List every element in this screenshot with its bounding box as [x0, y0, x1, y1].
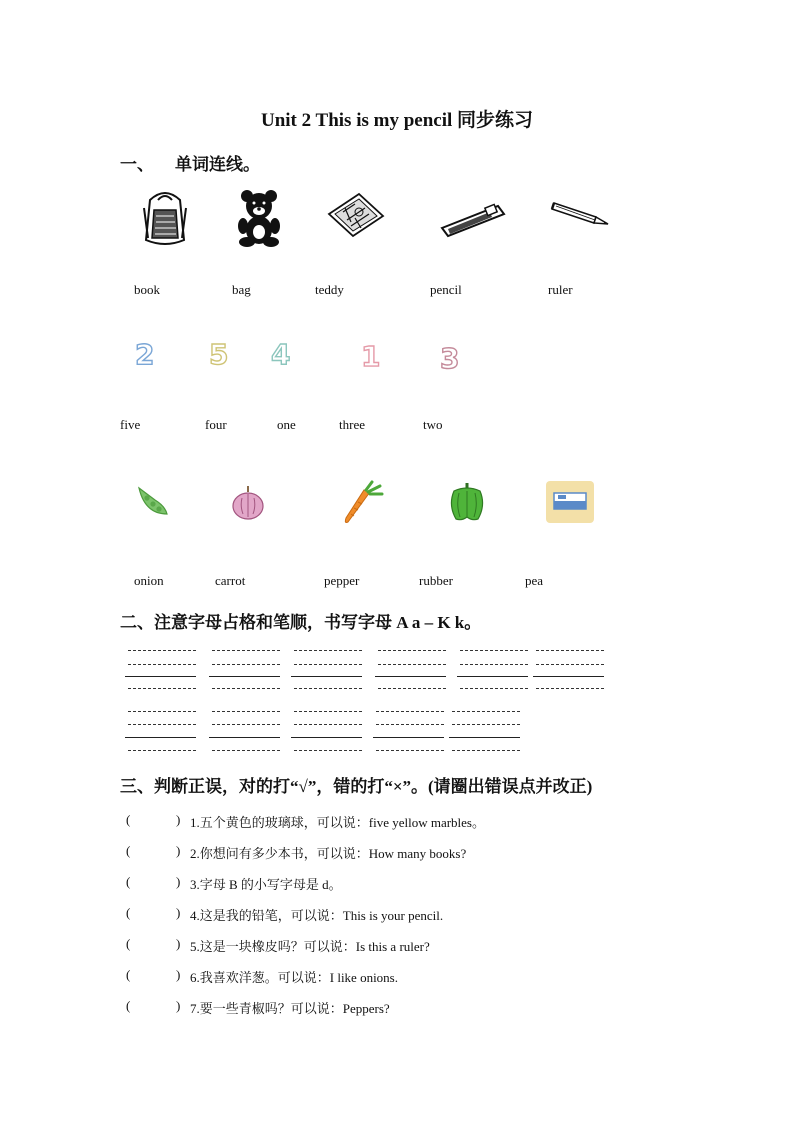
- pencil-case-icon: [440, 200, 506, 240]
- word-teddy: teddy: [315, 282, 344, 297]
- digit-5-icon: 5: [209, 338, 229, 371]
- word-pea: pea: [525, 573, 544, 588]
- teddy-bear-icon: [233, 188, 285, 248]
- pea-pod-icon: [135, 484, 171, 520]
- word-book: book: [134, 282, 160, 297]
- answer-paren-close: ): [176, 874, 181, 889]
- answer-paren-open: (: [126, 843, 131, 858]
- carrot-icon: [340, 480, 386, 526]
- word-one: one: [277, 417, 296, 432]
- section3-heading: 三、判断正误，对的打“√”，错的打“×”。(请圈出错误点并改正): [120, 777, 593, 796]
- section1-heading: 单词连线。: [175, 155, 260, 174]
- pencil-box-icon: [325, 190, 385, 240]
- word-pencil: pencil: [430, 282, 462, 297]
- statement-5: 5.这是一块橡皮吗？可以说：Is this a ruler?: [190, 939, 430, 954]
- onion-icon: [230, 484, 266, 522]
- statement-2: 2.你想问有多少本书，可以说：How many books?: [190, 846, 467, 861]
- answer-paren-open: (: [126, 812, 131, 827]
- word-five: five: [120, 417, 141, 432]
- answer-paren-close: ): [176, 936, 181, 951]
- pencil-icon: [550, 197, 610, 229]
- word-four: four: [205, 417, 227, 432]
- statement-6: 6.我喜欢洋葱。可以说：I like onions.: [190, 970, 398, 985]
- statement-1: 1.五个黄色的玻璃球，可以说：five yellow marbles。: [190, 815, 485, 830]
- answer-paren-open: (: [126, 936, 131, 951]
- word-rubber: rubber: [419, 573, 453, 588]
- answer-paren-close: ): [176, 998, 181, 1013]
- word-two: two: [423, 417, 443, 432]
- backpack-icon: [140, 188, 190, 248]
- answer-paren-close: ): [176, 843, 181, 858]
- statement-3: 3.字母 B 的小写字母是 d。: [190, 877, 342, 892]
- word-bag: bag: [232, 282, 251, 297]
- answer-paren-close: ): [176, 905, 181, 920]
- answer-paren-close: ): [176, 967, 181, 982]
- answer-paren-open: (: [126, 998, 131, 1013]
- word-onion: onion: [134, 573, 164, 588]
- statement-4: 4.这是我的铅笔，可以说：This is your pencil.: [190, 908, 444, 923]
- digit-1-icon: 1: [361, 340, 381, 373]
- digit-3-icon: 3: [440, 342, 460, 375]
- answer-paren-open: (: [126, 905, 131, 920]
- page-title: Unit 2 This is my pencil 同步练习: [260, 110, 534, 131]
- section2-heading: 二、注意字母占格和笔顺，书写字母 A a – K k。: [120, 613, 482, 632]
- answer-paren-open: (: [126, 874, 131, 889]
- eraser-icon: [546, 481, 594, 523]
- answer-paren-open: (: [126, 967, 131, 982]
- word-pepper: pepper: [324, 573, 360, 588]
- word-carrot: carrot: [215, 573, 246, 588]
- statement-7: 7.要一些青椒吗？可以说：Peppers?: [190, 1001, 390, 1016]
- digit-2-icon: 2: [135, 338, 155, 371]
- answer-paren-close: ): [176, 812, 181, 827]
- section1-heading-number: 一、: [120, 155, 154, 174]
- word-ruler: ruler: [548, 282, 573, 297]
- digit-4-icon: 4: [271, 338, 291, 371]
- word-three: three: [339, 417, 365, 432]
- green-pepper-icon: [446, 481, 488, 523]
